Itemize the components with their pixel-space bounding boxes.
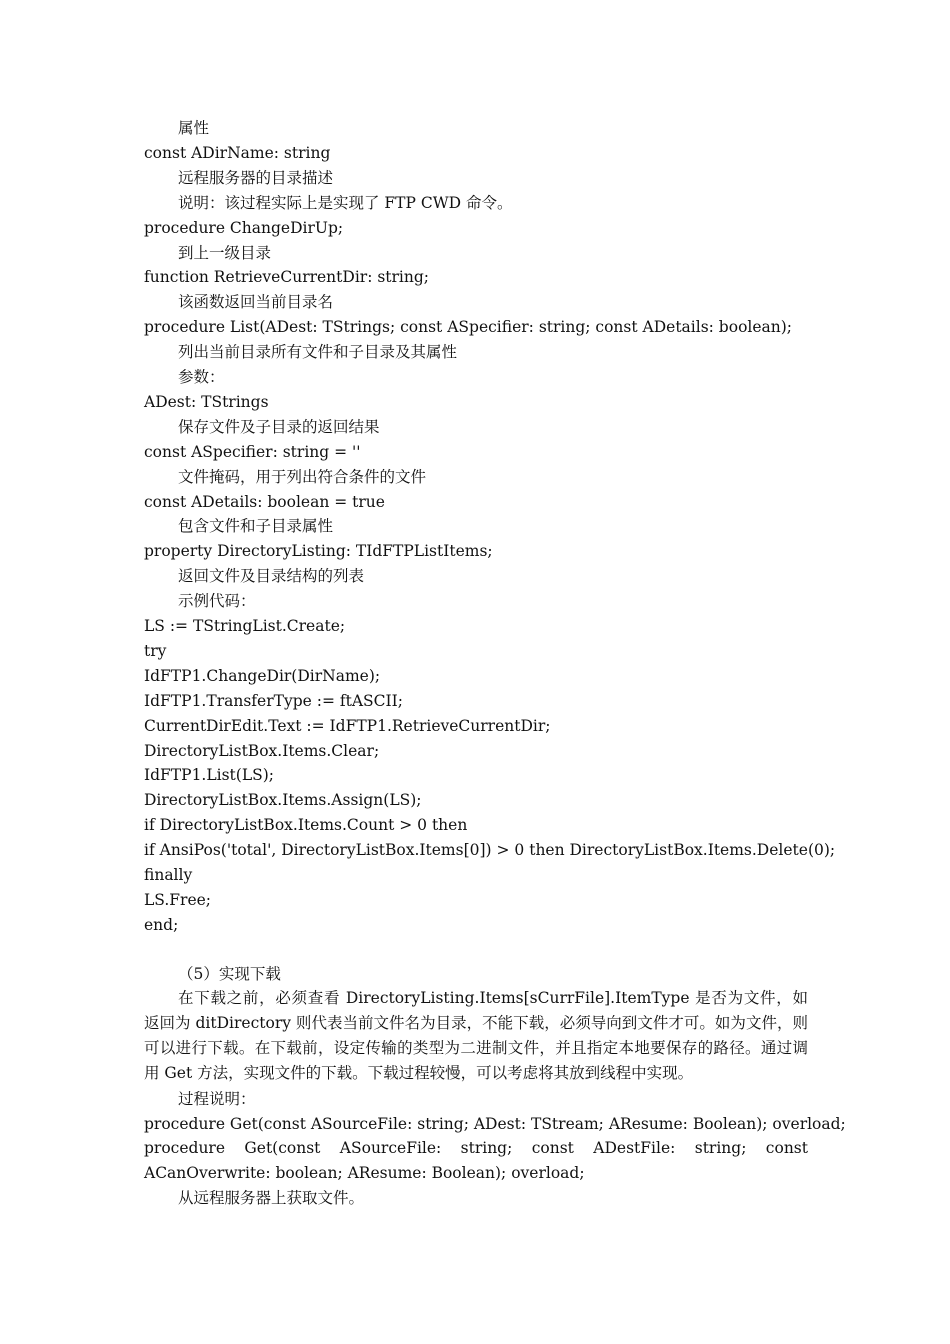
text-line: 列出当前目录所有文件和子目录及其属性 bbox=[178, 343, 458, 362]
text-line: 保存文件及子目录的返回结果 bbox=[178, 417, 380, 436]
text-line: LS.Free; bbox=[144, 890, 212, 909]
text-line: 参数： bbox=[178, 368, 225, 386]
text-line: 远程服务器的目录描述 bbox=[178, 168, 334, 187]
get-description: 从远程服务器上获取文件。 bbox=[178, 1189, 365, 1207]
text-line: DirectoryListBox.Items.Assign(LS); bbox=[144, 791, 422, 810]
text-line: const ASpecifier: string = '' bbox=[144, 442, 361, 461]
text-line: finally bbox=[144, 866, 193, 884]
text-line: if DirectoryListBox.Items.Count > 0 then bbox=[144, 816, 468, 835]
text-line: CurrentDirEdit.Text := IdFTP1.RetrieveCurrentDir; bbox=[144, 716, 551, 735]
text-line: try bbox=[144, 641, 167, 660]
text-line: 该函数返回当前目录名 bbox=[178, 293, 334, 312]
download-paragraph: 在下载之前，必须查看 DirectoryListing.Items[sCurrFile].ItemType 是否为文件，如返回为 ditDirectory 则代表当前文件名为目录，不能下载，必须导向到文件才可。如为文件，则可以进行下载。在下载前，设定传输的类型为二进制文件，并且指定本地要保存的路径。通过调用 Get 方法，实现文件的下载。下载过程较慢，可以考虑将其放到线程中实现。 bbox=[144, 989, 808, 1082]
text-line: property DirectoryListing: TIdFTPListItems; bbox=[144, 542, 493, 561]
get-declaration-2: procedure Get(const ASourceFile: string; const ADestFile: string; const ACanOverwrite: boolean; AResume: Boolean); overload; bbox=[144, 1139, 808, 1182]
text-line: IdFTP1.TransferType := ftASCII; bbox=[144, 691, 403, 710]
get-declaration-1: procedure Get(const ASourceFile: string; ADest: TStream; AResume: Boolean); overload; bbox=[144, 1115, 846, 1133]
text-line: 示例代码： bbox=[178, 592, 256, 611]
text-line: if AnsiPos('total', DirectoryListBox.Items[0]) > 0 then DirectoryListBox.Items.Delete(0); bbox=[144, 841, 836, 860]
text-line: 属性 bbox=[178, 119, 210, 137]
text-line: procedure List(ADest: TStrings; const ASpecifier: string; const ADetails: boolean); bbox=[144, 318, 793, 337]
text-line: 返回文件及目录结构的列表 bbox=[178, 567, 365, 586]
process-label: 过程说明： bbox=[178, 1090, 256, 1108]
text-line: LS := TStringList.Create; bbox=[144, 617, 346, 635]
text-line: end; bbox=[144, 915, 179, 934]
text-line: const ADetails: boolean = true bbox=[144, 492, 385, 511]
text-line: IdFTP1.ChangeDir(DirName); bbox=[144, 666, 381, 685]
section-heading: （5）实现下载 bbox=[178, 965, 281, 983]
text-line: const ADirName: string bbox=[144, 143, 331, 162]
text-line: 文件掩码，用于列出符合条件的文件 bbox=[178, 467, 427, 486]
text-line: ADest: TStrings bbox=[144, 392, 269, 411]
text-line: function RetrieveCurrentDir: string; bbox=[144, 268, 430, 287]
text-line: 说明：该过程实际上是实现了 FTP CWD 命令。 bbox=[178, 193, 513, 212]
text-line: 包含文件和子目录属性 bbox=[178, 517, 334, 536]
text-line: DirectoryListBox.Items.Clear; bbox=[144, 741, 380, 760]
text-line: IdFTP1.List(LS); bbox=[144, 766, 275, 785]
text-line: procedure ChangeDirUp; bbox=[144, 218, 344, 237]
text-line: 到上一级目录 bbox=[178, 243, 272, 262]
